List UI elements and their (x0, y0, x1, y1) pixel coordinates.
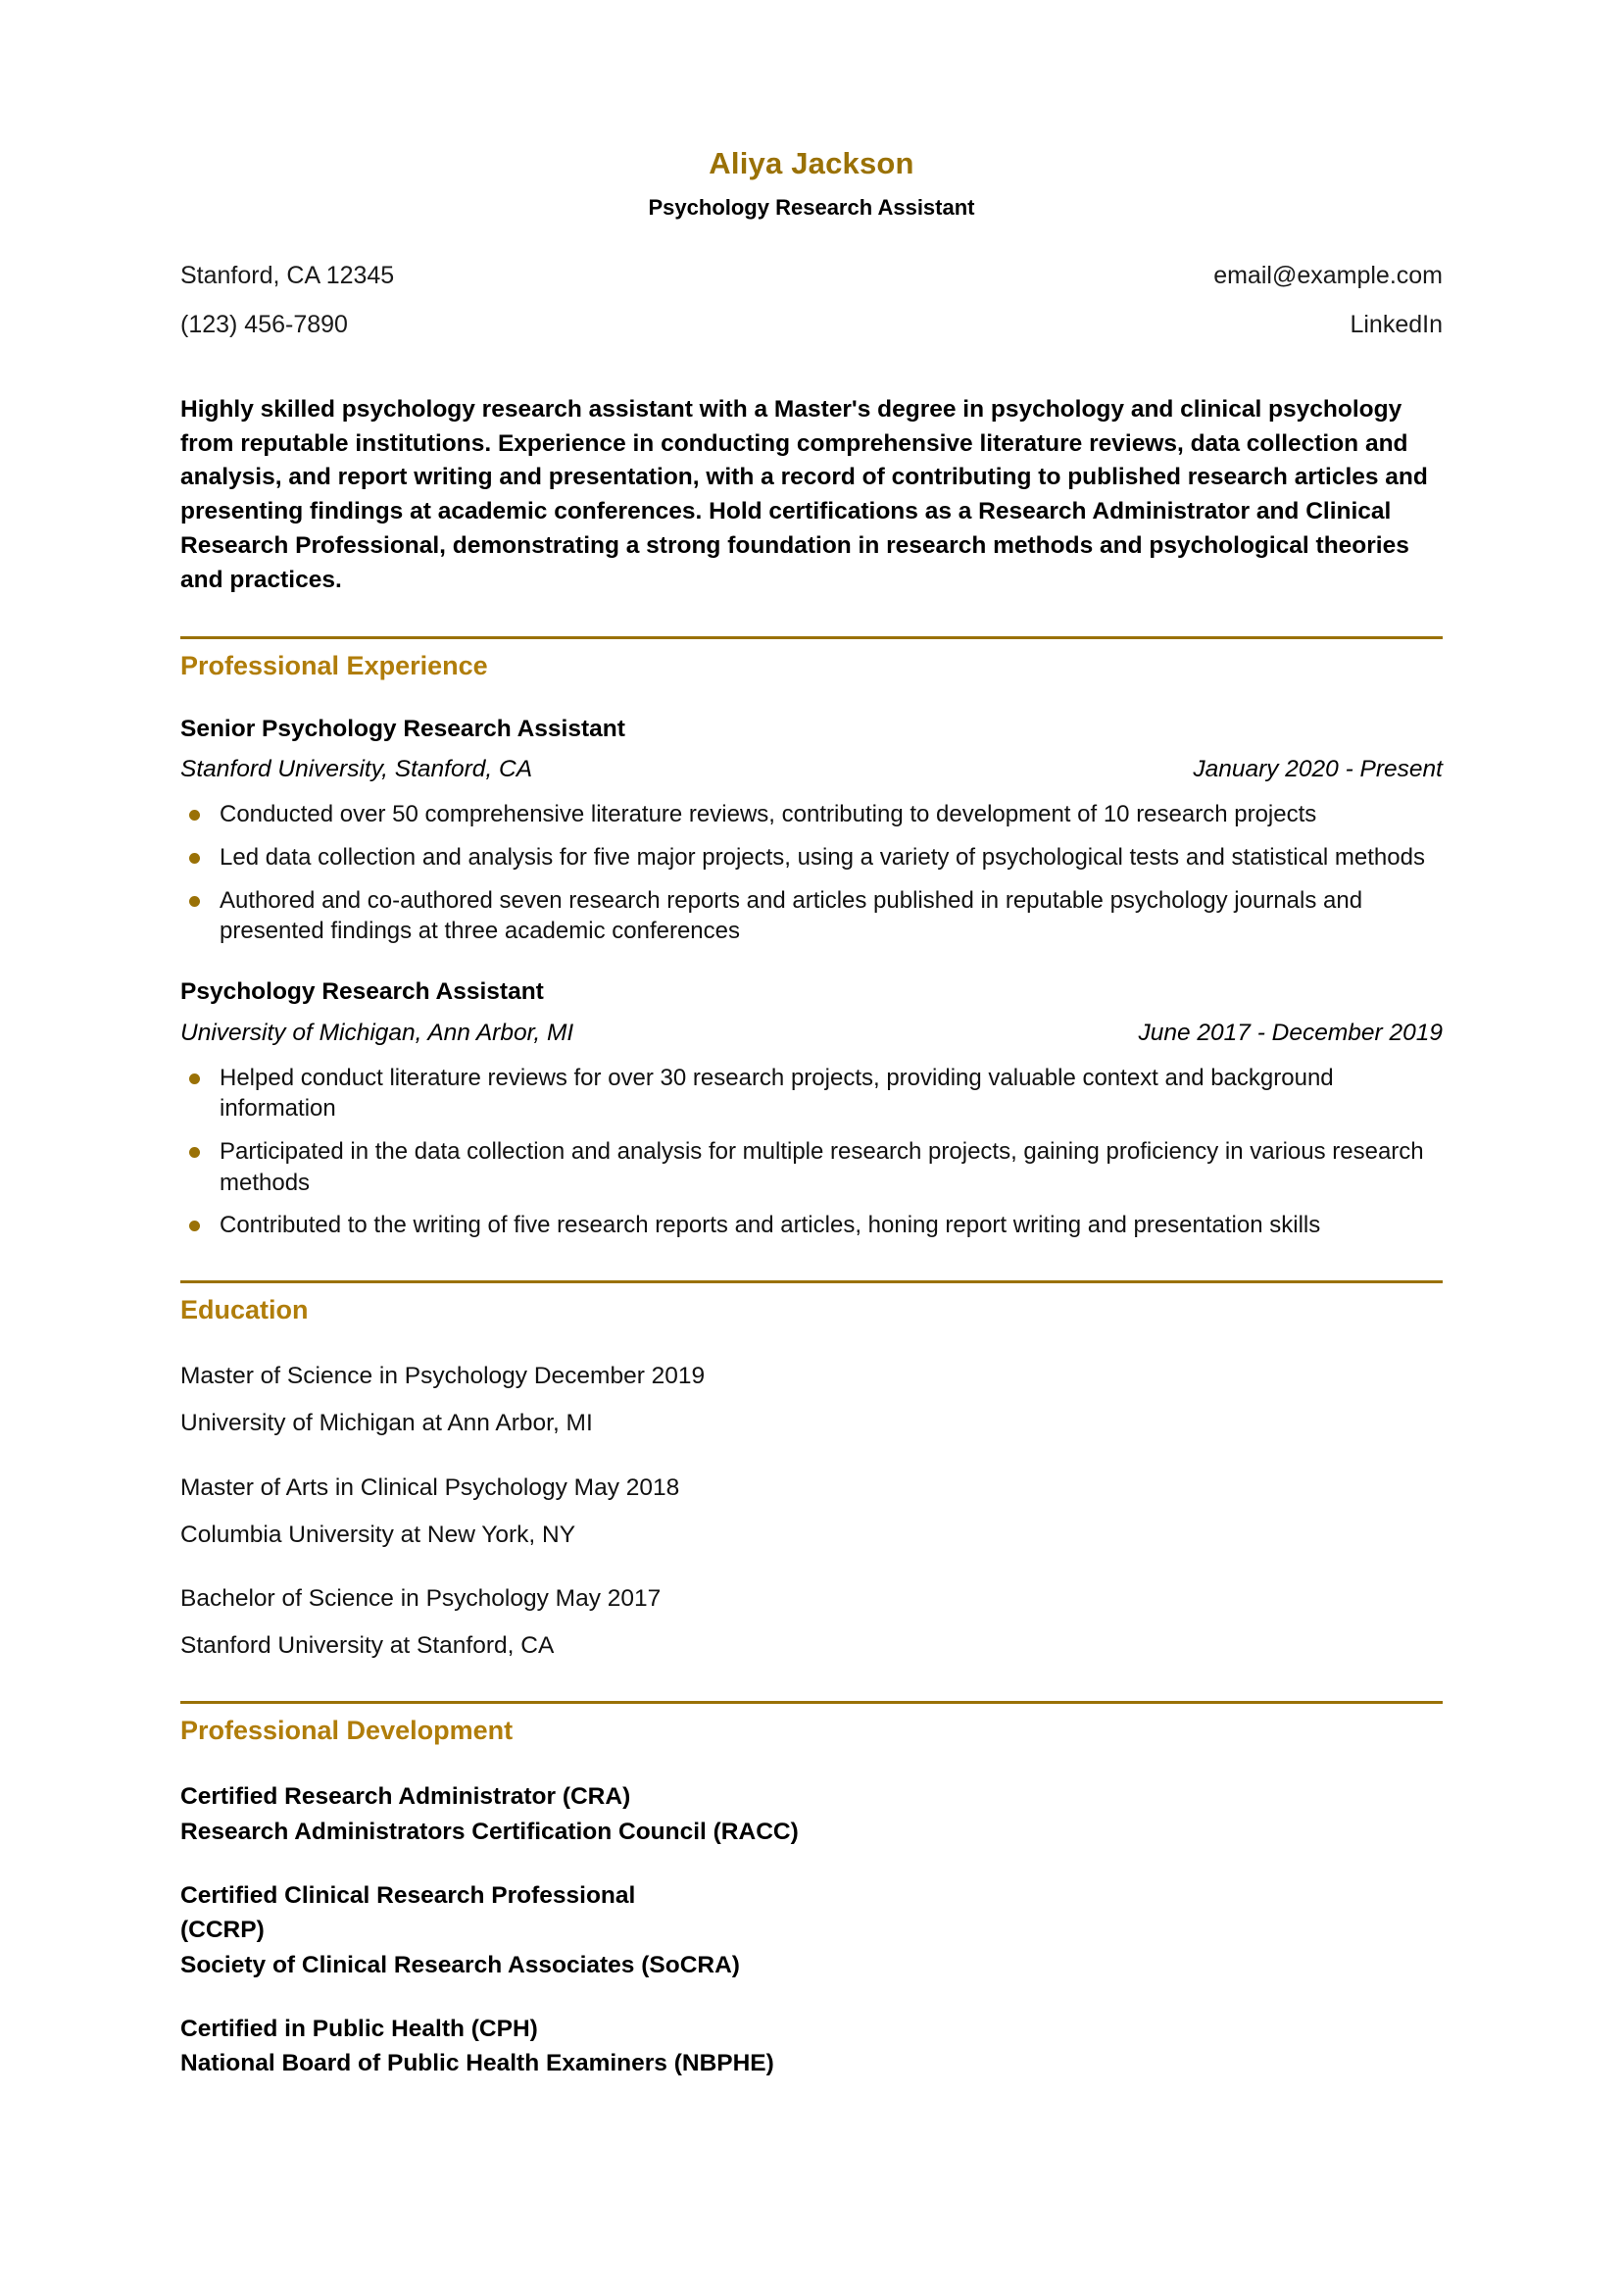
bullet-dot-icon (189, 853, 200, 864)
certification-issuer: Society of Clinical Research Associates (SoCRA) (180, 1951, 740, 1978)
certification-name: Certified Clinical Research Professional (180, 1881, 636, 1909)
section-education (180, 1280, 1443, 1662)
education-school: Stanford University at Stanford, CA (180, 1632, 555, 1660)
education-school: Columbia University at New York, NY (180, 1521, 576, 1548)
certification-name-continued: (CCRP) (180, 1917, 265, 1944)
bullet-dot-icon (189, 1147, 200, 1158)
section-divider (180, 1280, 1443, 1283)
contact-phone[interactable]: (123) 456-7890 (180, 311, 348, 338)
section-professional-development (180, 1701, 1443, 2079)
section-divider (180, 636, 1443, 639)
job-dates: January 2020 - Present (1193, 756, 1443, 783)
job-bullet (180, 885, 1443, 947)
job-bullet-text: Helped conduct literature reviews for over 30 research projects, providing valuable context and background information (220, 1064, 1334, 1123)
education-degree: Master of Science in Psychology December 2019 (180, 1363, 706, 1390)
bullet-dot-icon (189, 1221, 200, 1231)
contact-location: Stanford, CA 12345 (180, 262, 395, 290)
job-meta (180, 1018, 1443, 1049)
job-bullet-text: Contributed to the writing of five research reports and articles, honing report writing and presentation skills (220, 1212, 1321, 1239)
bullet-dot-icon (189, 1073, 200, 1084)
certification-issuer: National Board of Public Health Examiners (NBPHE) (180, 2050, 774, 2077)
contact-linkedin-link[interactable]: LinkedIn (1350, 311, 1443, 338)
job-company: Stanford University, Stanford, CA (180, 756, 533, 783)
job-bullet-list (180, 799, 1443, 947)
job-meta (180, 754, 1443, 785)
bullet-dot-icon (189, 810, 200, 821)
job-bullet (180, 799, 1443, 830)
certification-name: Certified Research Administrator (CRA) (180, 1783, 631, 1811)
certification-item (180, 2014, 1443, 2079)
education-item (180, 1583, 1443, 1662)
job-company: University of Michigan, Ann Arbor, MI (180, 1019, 574, 1046)
section-title-education: Education (180, 1294, 309, 1324)
section-title-experience: Professional Experience (180, 651, 488, 681)
education-item (180, 1472, 1443, 1551)
education-degree: Master of Arts in Clinical Psychology May 2018 (180, 1473, 680, 1501)
education-item (180, 1361, 1443, 1439)
certification-name: Certified in Public Health (CPH) (180, 2016, 538, 2042)
experience-item (180, 714, 1443, 947)
job-bullet (180, 842, 1443, 873)
job-bullet-list (180, 1063, 1443, 1241)
certification-issuer: Research Administrators Certification Council (RACC) (180, 1818, 799, 1845)
job-title: Senior Psychology Research Assistant (180, 715, 625, 742)
job-bullet (180, 1063, 1443, 1124)
professional-summary: Highly skilled psychology research assistant with a Master's degree in psychology and clinical psychology from reputable institutions. Experience in conducting comprehensive literature reviews, data collection and analysis, and report writing and presentation, with a record of contributing to published research articles and presenting findings at academic conferences. Hold certifications as a Research Administrator and Clinical Research Professional, demonstrating a strong foundation in research methods and psychological theories and practices. (180, 395, 1428, 593)
section-title-development: Professional Development (180, 1716, 514, 1746)
job-dates: June 2017 - December 2019 (1138, 1019, 1443, 1046)
job-title: Psychology Research Assistant (180, 977, 544, 1005)
experience-item (180, 976, 1443, 1241)
certification-item (180, 1781, 1443, 1847)
education-degree: Bachelor of Science in Psychology May 2017 (180, 1585, 662, 1613)
job-bullet-text: Participated in the data collection and analysis for multiple research projects, gaining proficiency in various research methods (220, 1137, 1424, 1196)
section-professional-experience (180, 636, 1443, 1241)
certification-item (180, 1880, 1443, 1980)
job-bullet-text: Conducted over 50 comprehensive literature reviews, contributing to development of 10 research projects (220, 801, 1317, 828)
job-bullet-text: Authored and co-authored seven research reports and articles published in reputable psychology journals and presented findings at three academic conferences (220, 886, 1363, 945)
job-bullet-text: Led data collection and analysis for five major projects, using a variety of psychological tests and statistical methods (220, 843, 1425, 871)
job-bullet (180, 1210, 1443, 1241)
contact-block (180, 260, 1443, 342)
section-divider (180, 1701, 1443, 1704)
job-bullet (180, 1136, 1443, 1198)
resume-header (180, 0, 1443, 221)
contact-row-2 (180, 309, 1443, 342)
candidate-headline: Psychology Research Assistant (648, 194, 975, 220)
contact-email[interactable]: email@example.com (1213, 262, 1443, 290)
contact-row-1 (180, 260, 1443, 293)
candidate-name: Aliya Jackson (709, 146, 914, 180)
bullet-dot-icon (189, 896, 200, 907)
education-school: University of Michigan at Ann Arbor, MI (180, 1409, 593, 1436)
